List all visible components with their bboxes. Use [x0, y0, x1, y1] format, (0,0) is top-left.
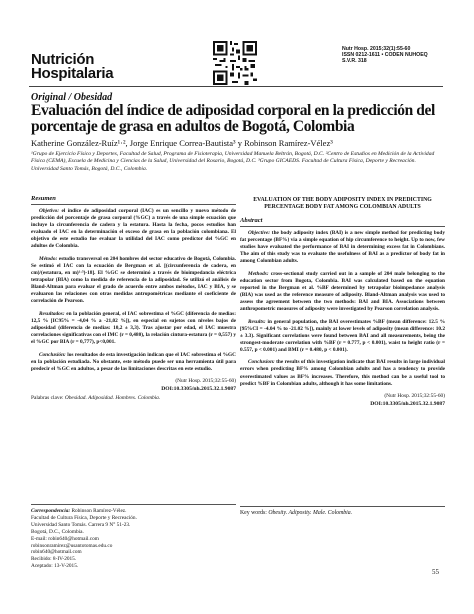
header-divider	[29, 86, 443, 87]
paragraph-label: Objective:	[248, 230, 271, 236]
correspondence-line: Bogotá, D.C., Colombia.	[31, 528, 84, 535]
section-label: Original / Obesidad	[31, 92, 113, 103]
keywords-label: Palabras clave:	[31, 395, 64, 402]
correspondence	[31, 504, 236, 570]
paragraph-label: Results:	[248, 318, 266, 325]
keywords-values: Obesity. Adiposity. Male. Colombia.	[266, 510, 353, 516]
paragraph-text: el índice de adiposidad corporal (IAC) es un sencillo y nuevo método de predicción del porcentaje de grasa corporal (%GC) a través de una simple ecuación que incluye la circunferencia de cadera y la estatura. Hasta la fecha, pocos estudios han evaluado el IAC en la determinación el exceso de grasa en la población colombiana. El objetivo de este estudio fue evaluar la utilidad del IAC como predictor del %GC en adultos de Colombia.	[31, 208, 236, 250]
correspondence-line: Universidad Santo Tomás. Carrera 9 N° 51-23.	[31, 521, 131, 528]
article-title: Evaluación del índice de adiposidad corporal en la predicción del porcentaje de grasa en adultos de Bogotá, Colombia	[31, 102, 435, 135]
abstract-es-results	[31, 311, 236, 346]
keywords-values: Obesidad. Adiposidad. Hombres. Colombia.	[63, 395, 161, 402]
journal-info-line: S.V.R. 318	[342, 58, 367, 65]
abstract-en-methods	[240, 271, 445, 314]
journal-info	[342, 46, 428, 65]
page-number: 55	[432, 568, 439, 576]
abstract-es-heading: Resumen	[31, 195, 56, 202]
accepted-date: Aceptado: 13-V-2015.	[31, 563, 79, 570]
doi-link[interactable]: DOI:10.3305/nh.2015.32.1.9087	[161, 386, 236, 393]
journal-logo	[31, 53, 146, 81]
correspondence-email[interactable]: E-mail: robin640@hotmail.com	[31, 535, 99, 542]
paragraph-label: Método:	[39, 255, 58, 262]
abstract-en-results	[240, 319, 445, 354]
citation: (Nutr Hosp. 2015;32:55-60)	[175, 378, 236, 385]
authors: Katherine González-Ruíz¹·², Jorge Enrique Correa-Bautista³ y Robinson Ramírez-Vélez³	[31, 138, 333, 148]
correspondence-email[interactable]: robin640@hotmail.com	[31, 549, 82, 556]
paragraph-text: cross-sectional study carried out in a sample of 204 male belonging to the education sector from Bogota, Colombia. BAI was calculated based on the equation reported in the Bergman et al. %BF determined by tetrapolar bioimpedance analysis (BIA) was used as the reference measure of adiposity. Bland-Altman analysis was used to assess the agreement between the two methods: BAI and BIA. Associations between anthropometric measures of adiposity were investigated by Pearson correlation analysis.	[240, 270, 445, 313]
journal-info-line: Nutr Hosp. 2015;32(1):55-60	[342, 46, 411, 52]
paragraph-text: the body adiposity index (BAI) is a new simple method for predicting body fat percentage (BF%) via a simple equation of hip circumference to height. Up to now, few studies have evaluated the performance of BAI in determining excess fat in Colombians. The aim of this study was to evaluate the usefulness of BAI as a predictor of body fat in among Colombian adults.	[240, 230, 445, 265]
correspondence-label: Correspondencia:	[31, 508, 71, 514]
journal-info-line: ISSN 0212-1611 • CODEN NUHOEQ	[342, 52, 428, 59]
keywords-label: Key words:	[240, 510, 267, 516]
english-title: EVALUATION OF THE BODY ADIPOSITY INDEX IN PREDICTING PERCENTAGE BODY FAT AMONG COLOMBIAN ADULTS	[253, 197, 432, 210]
abstract-en-objective	[240, 230, 445, 265]
paragraph-label: Conclusión:	[39, 351, 66, 358]
affiliations: ¹Grupo de Ejercicio Físico y Deportes, Facultad de Salud, Programa de Fisioterapia, Universidad Manuela Beltrán, Bogotá, D.C. ²Centro de Estudios en Medición de la Actividad Física (CEMA), Escuela de Medicina y Ciencias de la Salud, Universidad del Rosario, Bogotá, D.C. ³Grupo GICAEDS. Facultad de Cultura Física, Deporte y Recreación. Universidad Santo Tomás, Bogotá, D.C., Colombia.	[31, 151, 435, 172]
paragraph-text: the results of this investigation indicate that BAI results in large individual errors when predicting BF% among Colombian adults and has a tendency to provide overestimated values as BF% increases. Therefore, this method can be a useful tool to predict %BF in Colombian adults, although it has some limitations.	[240, 359, 445, 387]
correspondence-email[interactable]: robinsonramirez@usantotomas.edu.co	[31, 542, 113, 549]
logo-line-2: Hospitalaria	[31, 65, 114, 82]
abstract-divider	[31, 204, 236, 205]
paragraph-text: los resultados de esta investigación indican que el IAC sobrestima el %GC en la población estudiada. No obstante, este método puede ser una herramienta útil para predecir el %GC en adultos, a pesar de las limitaciones descritas en este estudio.	[31, 351, 236, 372]
abstract-es	[31, 195, 236, 501]
abstract-es-conclusion	[31, 352, 236, 373]
correspondence-line: Facultad de Cultura Física, Deporte y Recreación.	[31, 514, 137, 521]
abstract-es-objective	[31, 208, 236, 251]
paragraph-label: Methods:	[248, 270, 269, 277]
paragraph-label: Resultados:	[39, 310, 65, 317]
correspondence-line: Robinson Ramírez-Vélez.	[71, 508, 127, 514]
logo-line-1: Nutrición	[31, 51, 95, 68]
paragraph-text: in general population, the BAI overestimates %BF (mean difference: 12.5 % [95%CI = -4.04 % to -21.02 %]), mainly at lower levels of adiposity (mean difference: 10.2 ± 3.3). Significant correlations were found between BAI and all measurements, being the strongest-moderate correlation with %BF (r = 0.777, p < 0.001), waist to height ratio (r = 0.557, p < 0.001) and BMI (r = 0.480, p < 0.001).	[240, 318, 445, 353]
keywords-es	[31, 395, 236, 402]
paragraph-label: Objetivo:	[39, 208, 60, 214]
abstract-en	[240, 195, 445, 501]
paragraph-text: en la población general, el IAC sobrestima el %GC (diferencia de medias: 12,5 % [IC95% = -4,04 % a -21,02 %]), en especial en sujetos con niveles bajos de adiposidad (diferencia de medias: 10,2 ± 3,3). Tras ajustar por edad, el IAC muestra correlaciones significativas con el IMC (r = 0,480), la relación cintura-estatura (r = 0,557) y el %GC por BIA (r = 0,777), p<0,001.	[31, 310, 236, 346]
citation: (Nutr Hosp. 2015;32:55-60)	[384, 393, 445, 400]
paragraph-text: estudio transversal en 204 hombres del sector educativo de Bogotá, Colombia. Se estimó el IAC con la ecuación de Bergman et al. [(circunferencia de cadera, en cm)/(estatura, en m)¹·⁵)-18]. El %GC se determinó a través de bioimpedancia eléctrica tetrapolar (BIA) como la medida de referencia de la adiposidad. Se utilizó el análisis de Bland-Altman para evaluar el grado de acuerdo entre ambos métodos, IAC y BIA, y se evaluaron las relaciones con otras medidas antropométricas mediante el coeficiente de correlación de Pearson.	[31, 255, 236, 305]
paragraph-label: Conclusion:	[248, 359, 275, 366]
qr-code-icon	[213, 41, 257, 85]
received-date: Recibido: 8-IV-2015.	[31, 556, 77, 563]
keywords-en	[240, 506, 445, 516]
abstract-en-conclusion	[240, 359, 445, 387]
abstract-divider	[240, 226, 445, 227]
abstract-es-method	[31, 256, 236, 306]
doi-link[interactable]: DOI:10.3305/nh.2015.32.1.9087	[370, 401, 445, 408]
abstract-en-heading: Abstract	[240, 217, 263, 224]
